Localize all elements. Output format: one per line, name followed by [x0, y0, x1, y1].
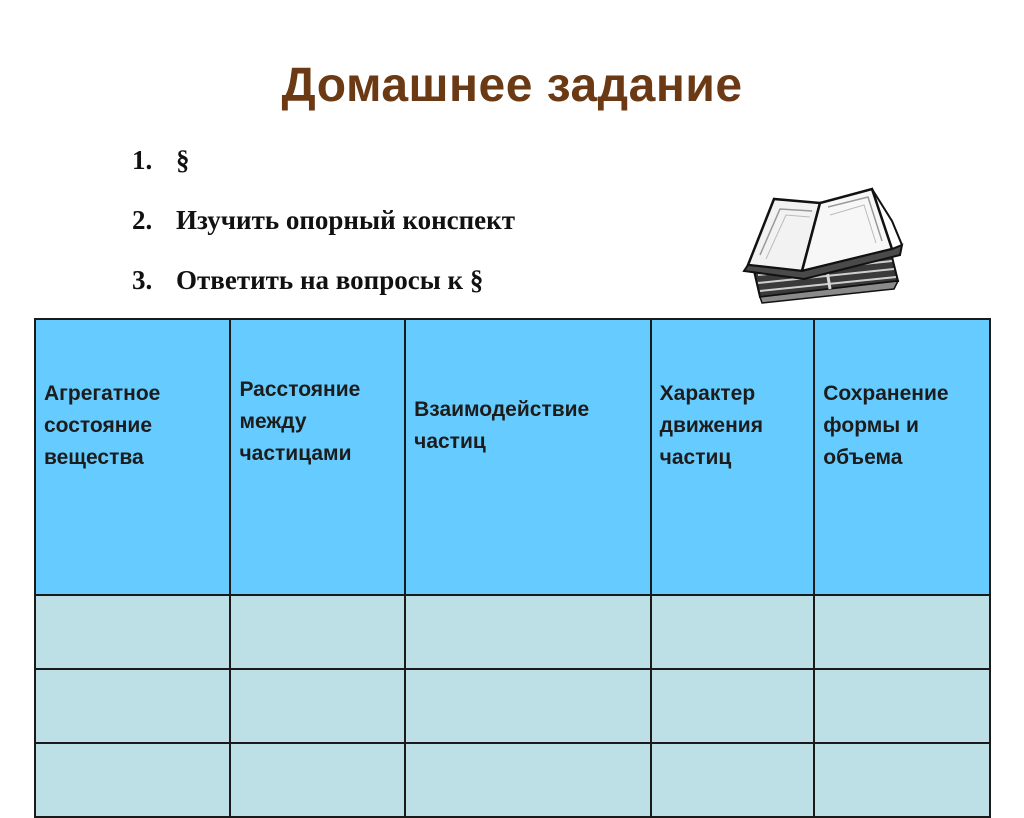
table-row — [35, 669, 990, 743]
table-cell — [405, 743, 651, 817]
task-text: Ответить на вопросы к § — [176, 264, 484, 295]
task-text: Изучить опорный конспект — [176, 204, 515, 235]
table-cell — [651, 743, 815, 817]
table-cell — [814, 669, 990, 743]
table-cell — [35, 595, 230, 669]
task-item — [132, 250, 515, 310]
header-aggregate-state: Агрегатное состояние вещества — [35, 319, 230, 595]
table-cell — [230, 669, 405, 743]
table-cell — [651, 595, 815, 669]
task-item — [132, 130, 515, 190]
task-number: 2. — [132, 204, 153, 235]
task-number: 1. — [132, 144, 153, 175]
table-cell — [651, 669, 815, 743]
task-text: § — [176, 144, 190, 175]
header-particle-interaction: Взаимодействие частиц — [405, 319, 651, 595]
table-cell — [814, 743, 990, 817]
table-cell — [230, 595, 405, 669]
task-number: 3. — [132, 264, 153, 295]
table-cell — [405, 669, 651, 743]
table-cell — [35, 743, 230, 817]
table-row — [35, 595, 990, 669]
task-list — [132, 130, 515, 310]
task-item — [132, 190, 515, 250]
table-cell — [405, 595, 651, 669]
table-cell — [814, 595, 990, 669]
table-cell — [230, 743, 405, 817]
header-particle-motion: Характер движения частиц — [651, 319, 815, 595]
header-particle-distance: Расстояние между частицами — [230, 319, 405, 595]
table-cell — [35, 669, 230, 743]
table-row — [35, 743, 990, 817]
homework-table — [34, 318, 991, 818]
table-header-row — [35, 319, 990, 595]
header-shape-volume: Сохранение формы и объема — [814, 319, 990, 595]
open-book-icon — [742, 185, 912, 305]
page-title: Домашнее задание — [281, 59, 743, 112]
